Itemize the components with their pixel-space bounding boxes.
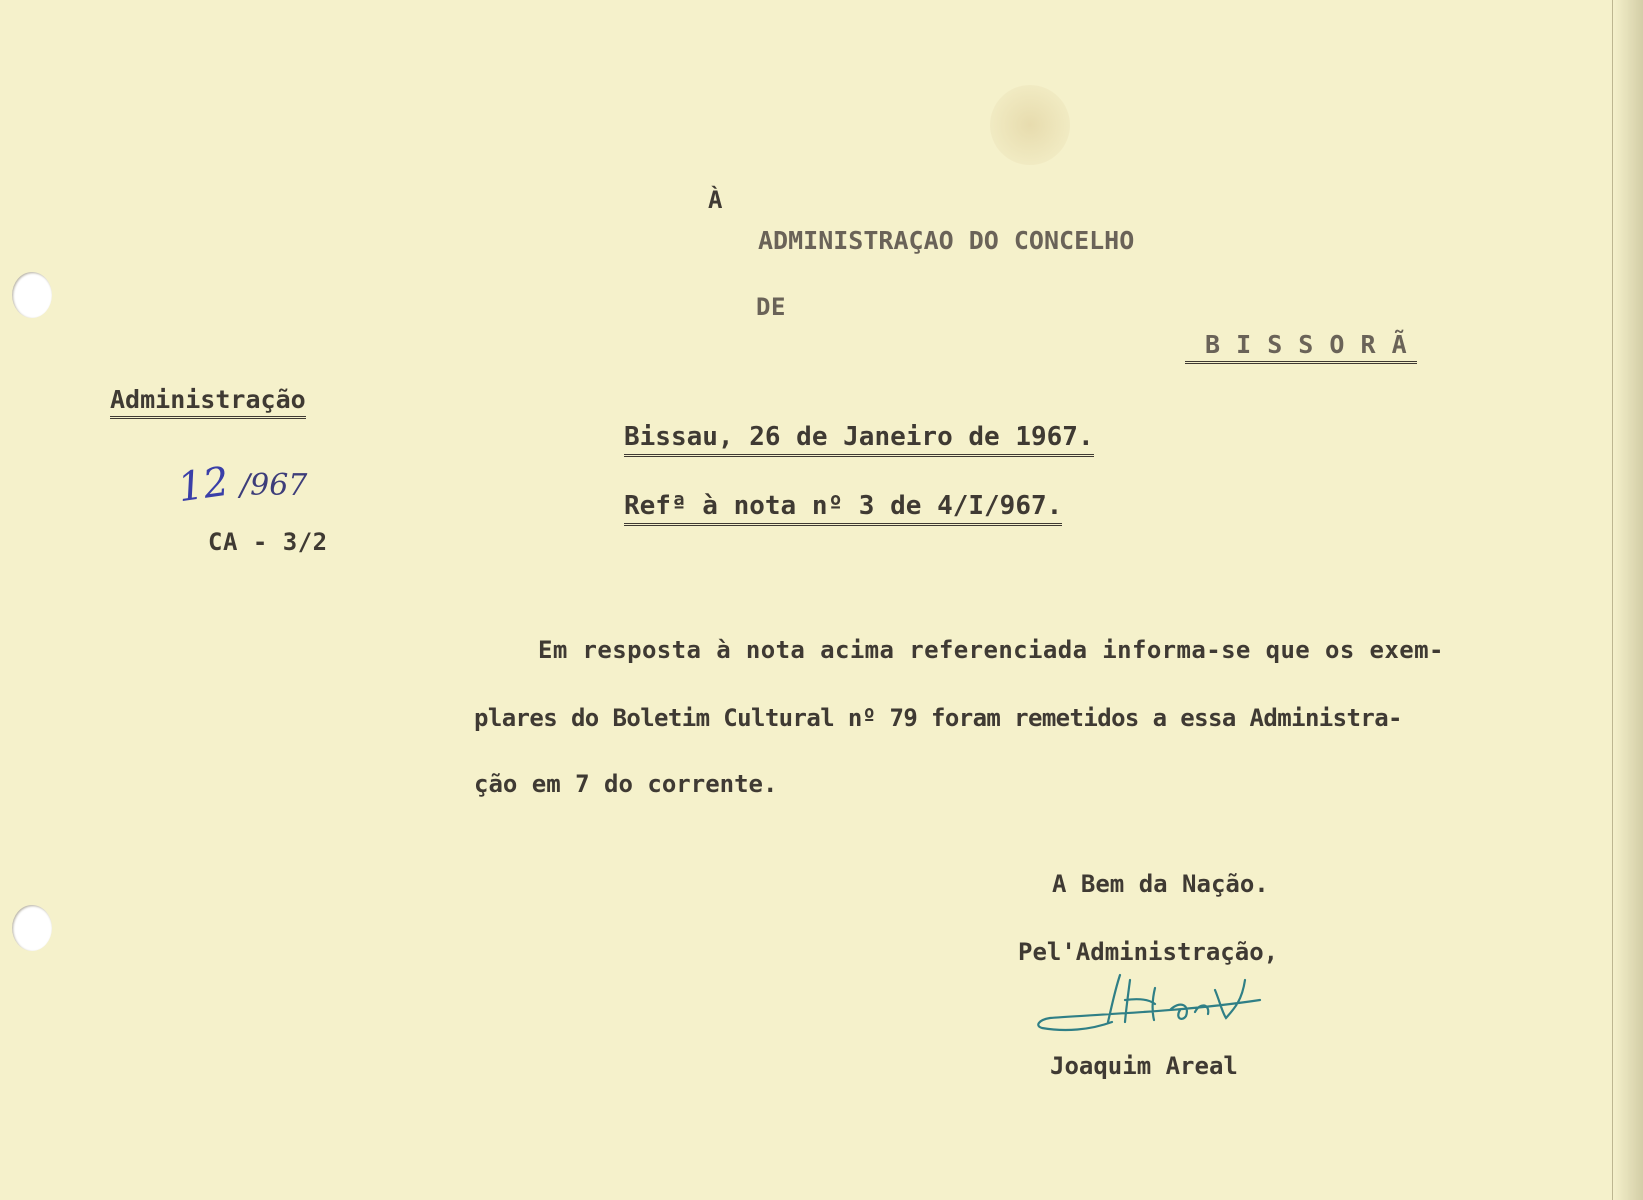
punch-hole-bottom	[12, 905, 52, 951]
signature	[1030, 960, 1310, 1050]
header-de: DE	[756, 293, 786, 321]
handwritten-number: 12	[175, 458, 232, 512]
paper-stain	[990, 85, 1070, 165]
office-label: Administração	[110, 385, 306, 419]
reference-line: Refª à nota nº 3 de 4/I/967.	[624, 491, 1062, 526]
dateline: Bissau, 26 de Janeiro de 1967.	[624, 422, 1094, 457]
page-edge	[1612, 0, 1643, 1200]
body-line-3: ção em 7 do corrente.	[474, 770, 778, 798]
on-behalf-line: Pel'Administração,	[1018, 938, 1279, 966]
classification-code: CA - 3/2	[208, 528, 328, 556]
body-line-1: Em resposta à nota acima referenciada informa-se que os exem-	[538, 636, 1444, 664]
addressee: ADMINISTRAÇAO DO CONCELHO	[758, 226, 1135, 255]
place-name: B I S S O R Ã	[1185, 330, 1417, 364]
header-a-line: À	[708, 186, 723, 214]
signer-name: Joaquim Areal	[1050, 1052, 1238, 1080]
punch-hole-top	[12, 272, 52, 318]
handwritten-year: /967	[240, 468, 308, 503]
body-line-2: plares do Boletim Cultural nº 79 foram remetidos a essa Administra-	[474, 704, 1402, 732]
closing-salutation: A Bem da Nação.	[1052, 870, 1269, 898]
